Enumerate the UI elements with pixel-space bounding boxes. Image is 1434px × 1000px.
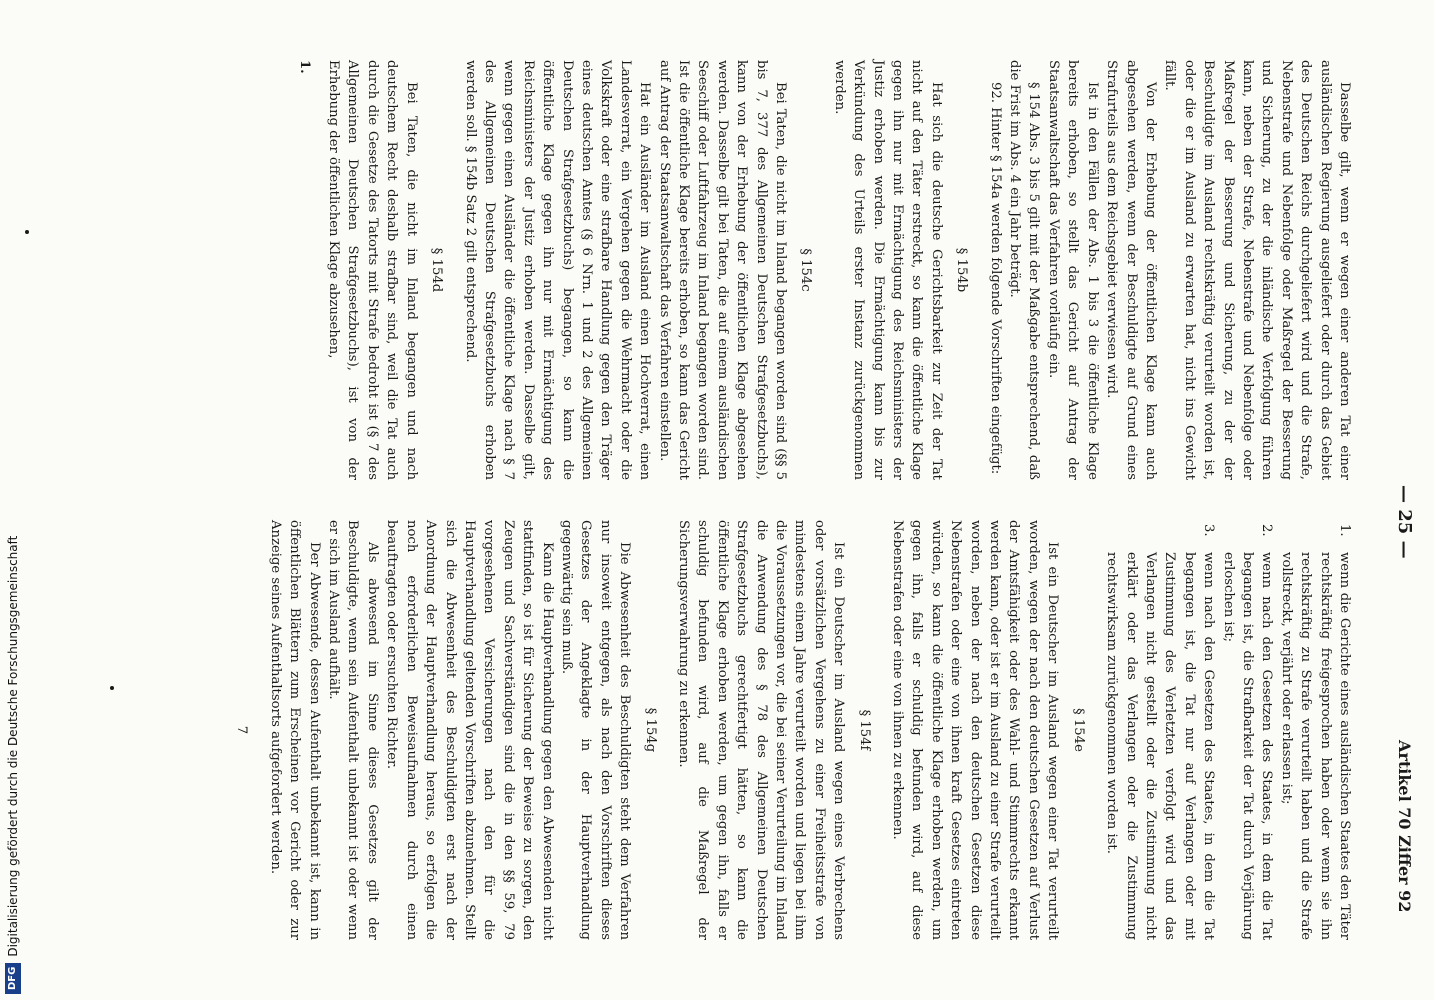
paragraph: § 154 Abs. 3 bis 5 gilt mit der Maßgabe entsprechend, daß die Frist im Abs. 4 ein Jahr beträgt. — [1007, 60, 1042, 480]
section-heading-154c: § 154c — [798, 248, 814, 292]
section-heading-154e: § 154e — [1070, 708, 1086, 752]
paragraph: Bei Taten, die nicht im Inland begangen und nach deutschem Recht deshalb strafbar sind, weil die Tat auch durch die Gesetze des Tatorts mit Strafe bedroht ist (§ 7 des Allgemeinen Deutschen Strafgesetzbuchs), ist von der Erhebung der öffentlichen Klage abzusehen, — [326, 60, 419, 480]
condition-list — [1102, 520, 1354, 940]
paragraph: Der Abwesende, dessen Aufenthalt unbekannt ist, kann in öffentlichen Blättern zum Erscheinen vor Gericht oder zur Anzeige seines Aufenthaltsorts aufgefordert werden. — [267, 520, 322, 940]
section-heading-154g: § 154g — [642, 707, 658, 753]
list-item: 2. wenn nach den Gesetzen des Staates, in dem die Tat begangen ist, die Strafbarkeit der Tat durch Verjährung erloschen ist; — [1220, 524, 1275, 940]
list-item: 3. wenn nach den Gesetzen des Staates, in dem die Tat begangen ist, die Tat nur auf Verlangen oder mit Zustimmung des Verletzten verfolgt wird und das Verlangen nicht gestellt oder die Zustimmung nicht erklärt oder das Verlangen oder die Zustimmung rechtswirksam zurückgenommen worden ist. — [1104, 524, 1217, 940]
paragraph: Ist ein Deutscher im Ausland wegen eines Verbrechens oder vorsätzlichen Vergehens zu einer Freiheitsstrafe von mindestens einem Jahre verurteilt worden und liegen bei ihm die Voraussetzungen vor, die bei seiner Verurteilung im Inland die Anwendung des § 78 des Allgemeinen Deutschen Strafgesetzbuchs gerechtfertigt hätten, so kann die öffentliche Klage erhoben werden, um gegen ihn, falls er schuldig befunden wird, auf die Maßregel der Sicherungsverwahrung zu erkennen. — [676, 520, 847, 940]
column-second — [232, 520, 1354, 940]
paragraph: Hat ein Ausländer im Ausland einen Hochverrat, einen Landesverrat, ein Vergehen gegen die Wehrmacht oder die Volkskraft oder eine strafbare Handlung gegen den Träger eines deutschen Amtes (§ 6 Nrn. 1 und 2 des Allgemeinen Deutschen Strafgesetzbuchs) begangen, so kann die öffentliche Klage gegen ihn nur mit Ermächtigung des Reichsministers der Justiz erhoben werden. Dasselbe gilt, wenn gegen einen Ausländer die öffentliche Klage nach § 7 des Allgemeinen Deutschen Strafgesetzbuchs erhoben werden soll. § 154b Satz 2 gilt entsprechend. — [462, 60, 653, 480]
section-heading-154d: § 154d — [429, 247, 445, 293]
dfg-logo: DFG — [5, 963, 21, 994]
paragraph: Die Abwesenheit des Beschuldigten steht dem Verfahren nur insoweit entgegen, als nach den Vorschriften dieses Gesetzes der Angeklagte in der Hauptverhandlung gegenwärtig sein muß. — [558, 520, 633, 940]
list-item: 1. wenn die Gerichte eines ausländischen Staates den Täter rechtskräftig freigesprochen haben oder wenn sie ihn rechtskräftig zu Strafe verurteilt haben und die Strafe vollstreckt, verjährt oder erlassen ist; — [1278, 524, 1352, 940]
credit-text: Digitalisierung gefördert durch die Deutsche Forschungsgemeinschaft — [6, 535, 20, 957]
paragraph-item-92: 92. Hinter § 154a werden folgende Vorschriften eingefügt: — [987, 82, 1003, 475]
paragraph: Ist in den Fällen der Abs. 1 bis 3 die öffentliche Klage bereits erhoben, so stellt das Gericht auf Antrag der Staatsanwaltschaft das Verfahren vorläufig ein. — [1045, 60, 1100, 480]
paragraph: Als abwesend im Sinne dieses Gesetzes gilt der Beschuldigte, wenn sein Aufenthalt unbekannt ist oder wenn er sich im Ausland aufhält. — [326, 520, 380, 940]
paragraph: Von der Erhebung der öffentlichen Klage kann auch abgesehen werden, wenn der Beschuldigte auf Grund eines Strafurteils aus dem Reichsgebiet verwiesen wird. — [1104, 60, 1158, 480]
page-header-article: Artikel 70 Ziffer 92 — [1395, 740, 1414, 913]
page-header-number: — 25 — — [1394, 485, 1415, 559]
ink-dot — [110, 686, 114, 690]
page-footer-mark: 7 — [234, 725, 250, 735]
paragraph: Hat sich die deutsche Gerichtsbarkeit zur Zeit der Tat nicht auf den Täter erstreckt, so kann die öffentliche Klage gegen ihn nur mit Ermächtigung des Reichsministers der Justiz erhoben werden. Die Ermächtigung kann bis zur Verkündung des Urteils erster Instanz zurückgenommen werden. — [831, 60, 944, 480]
paragraph: Dasselbe gilt, wenn er wegen einer anderen Tat einer ausländischen Regierung ausgeliefert oder durch das Gebiet des Deutschen Reichs durchgeliefert wird und die Strafe, Nebenstrafe und Nebenfolge oder Maßregel der Besserung und Sicherung, zu der die inländische Verfolgung führen kann, neben der Strafe, Nebenstrafe und Nebenfolge oder Maßregel der Besserung und Sicherung, zu der der Beschuldigte im Ausland rechtskräftig verurteilt worden ist, oder die er im Ausland zu erwarten hat, nicht ins Gewicht fällt. — [1162, 60, 1352, 480]
column-first — [294, 60, 1354, 480]
paragraph: Kann die Hauptverhandlung gegen den Abwesenden nicht stattfinden, so ist für Sicherung der Beweise zu sorgen, den Zeugen und Sachverständigen sind die in den §§ 59, 79 vorgesehenen Versicherungen nach den für die Hauptverhandlung geltenden Vorschriften abzunehmen. Stellt sich die Abwesenheit des Beschuldigten erst nach der Anordnung der Hauptverhandlung heraus, so erfolgen die noch erforderlichen Beweisaufnahmen durch einen beauftragten oder ersuchten Richter. — [384, 520, 555, 940]
paragraph: Bei Taten, die nicht im Inland begangen worden sind (§§ 5 bis 7, 377 des Allgemeinen Deutschen Strafgesetzbuchs), kann von der Erhebung der öffentlichen Klage abgesehen werden. Dasselbe gilt bei Taten, die auf einem ausländischen Seeschiff oder Luftfahrzeug im Inland begangen worden sind. Ist die öffentliche Klage bereits erhoben, so kann das Gericht auf Antrag der Staatsanwaltschaft das Verfahren einstellen. — [656, 60, 789, 480]
page-footer-mark: 1. — [296, 60, 312, 74]
section-heading-154f: § 154f — [856, 709, 872, 751]
section-heading-154b: § 154b — [954, 247, 970, 293]
digitization-credit — [0, 0, 26, 1000]
paragraph: Ist ein Deutscher im Ausland wegen einer Tat verurteilt worden, wegen der nach den deutschen Gesetzen auf Verlust der Amtsfähigkeit oder des Wahl- und Stimmrechts erkannt werden kann, oder ist er im Ausland zu einer Strafe verurteilt worden, neben der nach den deutschen Gesetzen diese Nebenstrafen oder eine von ihnen kraft Gesetzes eintreten würden, so kann die öffentliche Klage erhoben werden, um gegen ihn, falls er schuldig befunden wird, auf diese Nebenstrafen oder eine von ihnen zu erkennen. — [890, 520, 1061, 940]
